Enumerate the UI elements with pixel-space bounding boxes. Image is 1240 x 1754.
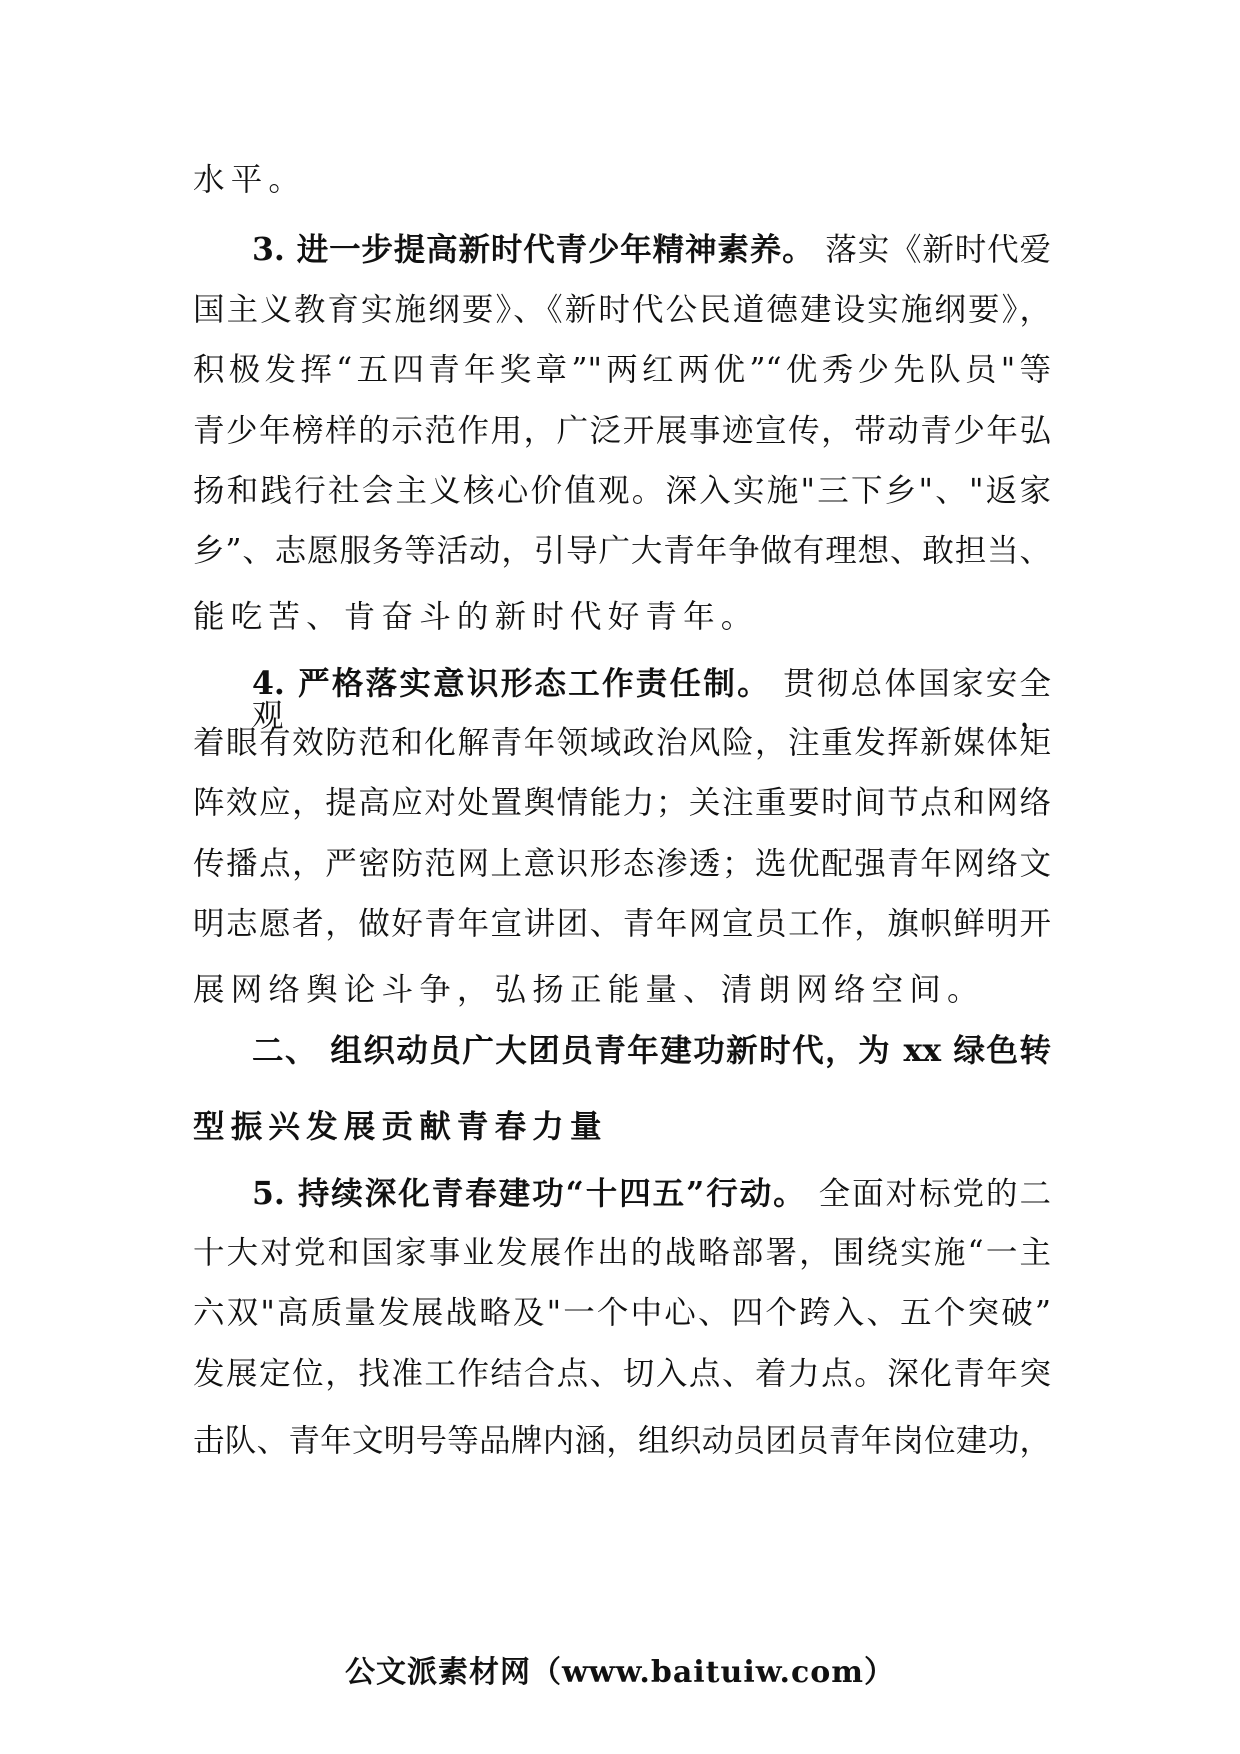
part-two-heading-continued: 型振兴发展贡献青春力量 <box>193 1108 608 1145</box>
paragraph-line: 传播点，严密防范网上意识形态渗透；选优配强青年网络文 <box>193 846 1051 882</box>
footer-watermark: 公文派素材网（www.baituiw.com） <box>344 1655 896 1690</box>
paragraph-line: 击队、青年文明号等品牌内涵，组织动员团员青年岗位建功， <box>193 1423 1051 1459</box>
paragraph-line: 青少年榜样的示范作用，广泛开展事迹宣传，带动青少年弘 <box>193 413 1051 449</box>
section-5-heading: 5. 持续深化青春建功“十四五”行动。 <box>252 1175 807 1212</box>
paragraph-text: 落实《新时代爱 <box>814 232 1051 268</box>
part-two-heading: 二、 组织动员广大团员青年建功新时代，为 xx 绿色转 <box>252 1032 1051 1069</box>
paragraph-line: 能吃苦、肯奋斗的新时代好青年。 <box>193 599 759 635</box>
section-4-heading: 4. 严格落实意识形态工作责任制。 <box>252 665 771 702</box>
paragraph-line: 发展定位，找准工作结合点、切入点、着力点。深化青年突 <box>193 1356 1051 1392</box>
section-3-heading: 3. 进一步提高新时代青少年精神素养。 <box>252 231 815 268</box>
paragraph-line: 水平。 <box>193 162 307 198</box>
paragraph-line: 着眼有效防范和化解青年领域政治风险，注重发挥新媒体矩 <box>193 725 1051 761</box>
paragraph-line: 十大对党和国家事业发展作出的战略部署，围绕实施“一主 <box>193 1235 1051 1271</box>
paragraph-line: 六双"高质量发展战略及"一个中心、四个跨入、五个突破” <box>193 1295 1051 1331</box>
section-4-first-line <box>252 665 1052 734</box>
paragraph-line: 明志愿者，做好青年宣讲团、青年网宣员工作，旗帜鲜明开 <box>193 906 1051 942</box>
paragraph-line: 展网络舆论斗争，弘扬正能量、清朗网络空间。 <box>193 972 985 1008</box>
paragraph-line: 阵效应，提高应对处置舆情能力；关注重要时间节点和网络 <box>193 785 1051 821</box>
paragraph-line: 乡”、志愿服务等活动，引导广大青年争做有理想、敢担当、 <box>193 533 1051 569</box>
section-5-first-line <box>252 1175 1052 1212</box>
paragraph-text: 全面对标党的二 <box>806 1176 1052 1212</box>
paragraph-text: 贯彻总体国家安全观， <box>252 666 1052 734</box>
paragraph-line: 积极发挥“五四青年奖章”"两红两优”“优秀少先队员"等 <box>193 352 1051 388</box>
section-3-first-line <box>252 231 1051 268</box>
paragraph-line: 国主义教育实施纲要》、《新时代公民道德建设实施纲要》， <box>193 292 1051 328</box>
paragraph-line: 扬和践行社会主义核心价值观。深入实施"三下乡"、"返家 <box>193 473 1051 509</box>
